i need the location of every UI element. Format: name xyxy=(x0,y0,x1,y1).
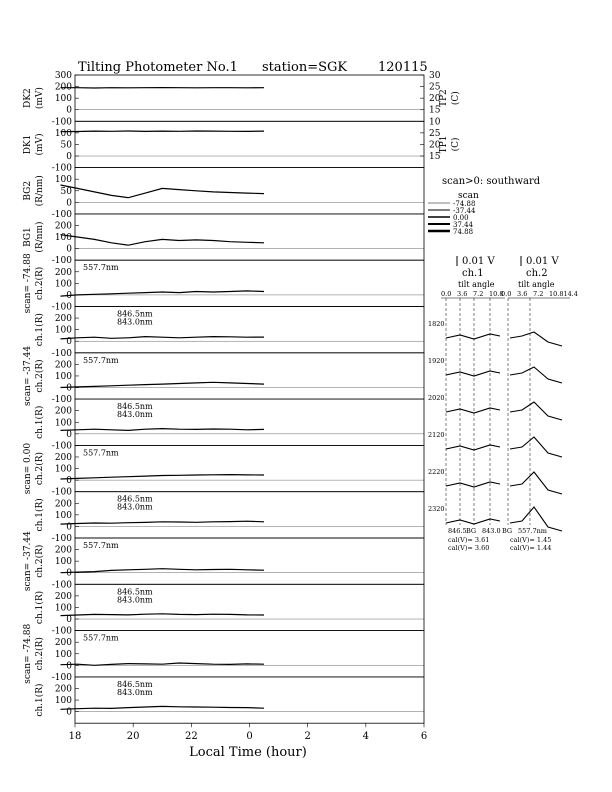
y-tick-label-scan1-ch2: 200 xyxy=(54,267,72,278)
series-line-scan3-ch2 xyxy=(61,475,265,479)
y-axis-label-scan1-ch1: ch.1(R) xyxy=(35,313,45,347)
y-tick-label-dk1: 50 xyxy=(60,140,72,151)
right-axis-label-dk1: TP1 xyxy=(439,135,449,154)
x-tick-label: 22 xyxy=(184,731,198,743)
right-tick-label-dk2: 20 xyxy=(429,94,441,105)
y-axis-label-scan4-ch2: ch.2(R) xyxy=(35,544,45,578)
right-tick-label-dk2: 25 xyxy=(429,82,441,93)
series-label-scan2-ch1: 843.0nm xyxy=(117,410,153,420)
y-tick-label-scan1-ch2: 0 xyxy=(66,290,72,301)
y-tick-label-bg2: 50 xyxy=(60,186,72,197)
ch1-tilt-tick-2: 7.2 xyxy=(473,290,484,298)
y-tick-label-bg1: 200 xyxy=(54,221,72,232)
y-tick-label-bg2: 100 xyxy=(54,175,72,186)
y-tick-label-bg2: -100 xyxy=(51,163,72,174)
y-axis-label-dk2: DK2 xyxy=(23,88,33,108)
inset-bottom-label-3: BG xyxy=(502,527,513,535)
ch1-profile-0 xyxy=(446,334,500,339)
y-axis-label-scan3-ch2: scan= 0.00 xyxy=(23,442,33,495)
y-tick-label-dk2: 0 xyxy=(66,105,72,116)
ch2-profile-1 xyxy=(510,367,562,383)
y-tick-label-dk2: 100 xyxy=(54,94,72,105)
panel-frame-scan1-ch2 xyxy=(75,260,424,306)
y-tick-label-scan5-ch2: -100 xyxy=(51,626,72,637)
ch2-cal-1: cal(V)= 1.44 xyxy=(510,544,552,552)
ch1-profile-4 xyxy=(446,482,500,487)
ch1-tilt-label: tilt angle xyxy=(458,280,495,289)
y-axis-label-scan2-ch2: scan= -37.44 xyxy=(23,345,33,406)
y-tick-label-scan3-ch1: 200 xyxy=(54,499,72,510)
chart-title: Tilting Photometer No.1 xyxy=(78,60,238,75)
y-axis-label-scan5-ch2: scan= -74.88 xyxy=(23,623,33,684)
y-tick-label-scan2-ch1: 100 xyxy=(54,418,72,429)
y-tick-label-scan5-ch2: 200 xyxy=(54,638,72,649)
ch2-tilt-tick-3: 10.814.4 xyxy=(549,290,578,298)
series-line-scan2-ch2 xyxy=(61,382,265,387)
panel-frame-scan4-ch2 xyxy=(75,538,424,584)
y-tick-label-scan2-ch2: 200 xyxy=(54,360,72,371)
y-axis-label-bg1: (R/nm) xyxy=(35,221,45,253)
y-tick-label-scan4-ch2: 0 xyxy=(66,568,72,579)
right-tick-label-dk2: 15 xyxy=(429,105,441,116)
series-label-scan1-ch2: 557.7nm xyxy=(83,263,119,273)
y-tick-label-scan5-ch1: 200 xyxy=(54,684,72,695)
ch2-tilt-label: tilt angle xyxy=(518,280,555,289)
y-tick-label-scan2-ch1: 200 xyxy=(54,406,72,417)
series-label-scan2-ch1: 846.5nm xyxy=(117,402,153,412)
inset-time-4: 2220 xyxy=(428,468,445,476)
y-tick-label-scan4-ch1: 100 xyxy=(54,603,72,614)
series-label-scan4-ch2: 557.7nm xyxy=(83,541,119,550)
y-tick-label-scan4-ch2: 200 xyxy=(54,545,72,556)
y-tick-label-scan3-ch2: 100 xyxy=(54,464,72,475)
series-label-scan1-ch1: 846.5nm xyxy=(117,309,153,319)
right-tick-label-dk1: 15 xyxy=(429,152,441,163)
y-tick-label-bg1: -100 xyxy=(51,209,72,220)
inset-time-0: 1820 xyxy=(428,320,445,328)
series-label-scan2-ch2: 557.7nm xyxy=(83,355,119,365)
legend-entry-2: 0.00 xyxy=(453,214,469,222)
y-tick-label-scan5-ch2: 100 xyxy=(54,649,72,660)
y-tick-label-scan4-ch2: -100 xyxy=(51,534,72,544)
y-tick-label-scan1-ch1: 0 xyxy=(66,337,72,348)
series-label-scan5-ch2: 557.7nm xyxy=(83,633,119,643)
y-tick-label-dk1: 100 xyxy=(54,128,72,139)
y-tick-label-scan1-ch2: 100 xyxy=(54,279,72,290)
y-tick-label-scan1-ch1: 100 xyxy=(54,325,72,336)
y-axis-label-dk1: DK1 xyxy=(23,134,33,155)
series-label-scan3-ch1: 846.5nm xyxy=(117,494,153,504)
series-label-scan3-ch2: 557.7nm xyxy=(83,448,119,458)
y-tick-label-scan5-ch1: 0 xyxy=(66,707,72,718)
series-label-scan3-ch1: 843.0nm xyxy=(117,502,153,512)
y-tick-label-scan1-ch2: -100 xyxy=(51,256,72,267)
y-tick-label-dk1: 0 xyxy=(66,152,72,163)
y-tick-label-scan4-ch1: 200 xyxy=(54,591,72,602)
y-tick-label-bg1: 0 xyxy=(66,244,72,255)
y-tick-label-bg2: 0 xyxy=(66,198,72,209)
panel-frame-bg2 xyxy=(75,168,424,214)
right-tick-label-dk2: 30 xyxy=(429,71,441,81)
y-axis-label-scan5-ch1: ch.1(R) xyxy=(35,683,45,717)
y-tick-label-bg1: 100 xyxy=(54,233,72,244)
series-line-scan1-ch1 xyxy=(61,337,265,339)
series-label-scan5-ch1: 843.0nm xyxy=(117,687,153,697)
ch2-profile-3 xyxy=(510,437,562,457)
ch1-profile-2 xyxy=(446,408,500,413)
series-label-scan1-ch1: 843.0nm xyxy=(117,317,153,327)
y-axis-label-scan3-ch2: ch.2(R) xyxy=(35,451,45,486)
y-tick-label-scan3-ch2: 0 xyxy=(66,476,72,487)
series-line-scan1-ch2 xyxy=(61,291,265,296)
series-line-scan5-ch2 xyxy=(61,663,265,665)
series-line-scan2-ch1 xyxy=(61,429,265,431)
y-tick-label-dk1: -100 xyxy=(51,117,72,128)
y-tick-label-scan5-ch1: -100 xyxy=(51,672,72,683)
legend-entry-4: 74.88 xyxy=(453,228,474,236)
legend-entry-1: -37.44 xyxy=(453,207,476,215)
series-line-bg1 xyxy=(61,235,265,246)
y-tick-label-scan2-ch2: 0 xyxy=(66,383,72,394)
y-tick-label-scan5-ch2: 0 xyxy=(66,661,72,672)
y-axis-label-scan4-ch1: ch.1(R) xyxy=(35,590,45,625)
y-tick-label-scan2-ch1: 0 xyxy=(66,429,72,440)
y-axis-label-dk1: (mV) xyxy=(35,133,45,156)
panel-frame-scan5-ch2 xyxy=(75,631,424,677)
inset-bottom-label-4: 557.7nm xyxy=(518,527,547,535)
ch2-profile-0 xyxy=(510,332,562,346)
ch1-profile-1 xyxy=(446,371,500,376)
y-tick-label-scan2-ch2: -100 xyxy=(51,348,72,359)
y-tick-label-scan3-ch1: -100 xyxy=(51,487,72,498)
y-tick-label-scan3-ch1: 100 xyxy=(54,510,72,521)
series-line-scan3-ch1 xyxy=(61,521,265,524)
ch2-profile-4 xyxy=(510,472,562,494)
ch1-cal-0: cal(V)= 3.61 xyxy=(448,536,490,544)
ch1-profile-5 xyxy=(446,519,500,524)
y-axis-label-scan2-ch2: ch.2(R) xyxy=(35,359,45,393)
right-tick-label-dk1: 20 xyxy=(429,140,441,151)
panel-frame-scan2-ch2 xyxy=(75,353,424,399)
series-line-scan4-ch1 xyxy=(61,614,265,616)
inset-time-1: 1920 xyxy=(428,357,445,365)
y-tick-label-scan2-ch2: 100 xyxy=(54,371,72,382)
ch2-tilt-tick-0: 0.0 xyxy=(501,290,512,298)
series-line-scan5-ch1 xyxy=(61,706,265,709)
ch1-tilt-tick-3: 10.8 xyxy=(489,290,504,298)
legend-entry-3: 37.44 xyxy=(453,221,474,229)
x-tick-label: 2 xyxy=(304,731,311,743)
x-axis-label: Local Time (hour) xyxy=(189,745,307,760)
ch2-scale-label: 0.01 V xyxy=(526,256,559,267)
right-axis-label-dk2: TP2 xyxy=(439,89,449,108)
inset-time-2: 2020 xyxy=(428,394,445,402)
right-tick-label-dk1: 25 xyxy=(429,128,441,139)
y-tick-label-scan3-ch1: 0 xyxy=(66,522,72,533)
legend-header: scan xyxy=(458,191,479,201)
y-tick-label-scan4-ch1: 0 xyxy=(66,615,72,626)
series-label-scan4-ch1: 843.0nm xyxy=(117,595,153,605)
series-line-scan4-ch2 xyxy=(61,569,265,573)
ch2-cal-0: cal(V)= 1.45 xyxy=(510,536,552,544)
right-axis-label-dk1: (C) xyxy=(451,137,461,152)
y-axis-label-bg1: BG1 xyxy=(23,227,33,247)
ch2-tilt-tick-2: 7.2 xyxy=(533,290,544,298)
right-axis-label-dk2: (C) xyxy=(451,91,461,106)
ch1-tilt-tick-1: 3.6 xyxy=(457,290,468,298)
x-tick-label: 0 xyxy=(246,731,253,743)
series-line-bg2 xyxy=(61,185,265,198)
y-axis-label-scan2-ch1: ch.1(R) xyxy=(35,405,45,439)
y-axis-label-bg2: (R/nm) xyxy=(35,175,45,207)
inset-bottom-label-2: 843.0 xyxy=(482,527,501,535)
y-tick-label-scan3-ch2: 200 xyxy=(54,452,72,463)
x-tick-label: 18 xyxy=(68,731,82,743)
y-tick-label-scan4-ch2: 100 xyxy=(54,557,72,568)
inset-time-5: 2320 xyxy=(428,505,445,513)
panel-frame-dk1 xyxy=(75,121,424,167)
y-tick-label-scan3-ch2: -100 xyxy=(51,441,72,452)
ch1-profile-3 xyxy=(446,445,500,450)
series-label-scan4-ch1: 846.5nm xyxy=(117,587,153,597)
y-tick-label-scan5-ch1: 100 xyxy=(54,696,72,707)
inset-bottom-label-0: 846.5 xyxy=(448,527,467,535)
y-axis-label-scan3-ch1: ch.1(R) xyxy=(35,498,45,532)
series-label-scan5-ch1: 846.5nm xyxy=(117,679,153,689)
y-tick-label-scan4-ch1: -100 xyxy=(51,580,72,591)
x-tick-label: 6 xyxy=(420,731,428,743)
legend-title: scan>0: southward xyxy=(442,176,541,187)
y-axis-label-bg2: BG2 xyxy=(23,180,33,201)
y-axis-label-scan5-ch2: ch.2(R) xyxy=(35,637,45,671)
ch1-tilt-tick-0: 0.0 xyxy=(441,290,452,298)
inset-bottom-label-1: BG xyxy=(466,527,477,535)
station-label: station=SGK xyxy=(262,60,348,75)
ch1-cal-1: cal(V)= 3.60 xyxy=(448,544,490,552)
ch1-label: ch.1 xyxy=(462,268,484,279)
ch2-profile-2 xyxy=(510,402,562,420)
panel-frame-bg1 xyxy=(75,214,424,260)
ch1-scale-label: 0.01 V xyxy=(462,256,495,267)
y-tick-label-dk2: 300 xyxy=(54,71,72,81)
panel-frame-scan3-ch2 xyxy=(75,445,424,491)
y-axis-label-dk2: (mV) xyxy=(35,87,45,110)
right-tick-label-dk1: 10 xyxy=(429,117,441,128)
y-axis-label-scan1-ch2: scan= -74.88 xyxy=(23,253,33,314)
y-tick-label-scan1-ch1: 200 xyxy=(54,314,72,325)
legend-entry-0: -74.88 xyxy=(453,200,476,208)
inset-time-3: 2120 xyxy=(428,431,445,439)
y-tick-label-dk2: 200 xyxy=(54,82,72,93)
ch2-label: ch.2 xyxy=(526,268,548,279)
x-tick-label: 20 xyxy=(126,731,140,743)
ch2-tilt-tick-1: 3.6 xyxy=(517,290,528,298)
y-axis-label-scan1-ch2: ch.2(R) xyxy=(35,266,45,300)
x-tick-label: 4 xyxy=(362,731,370,743)
y-axis-label-scan4-ch2: scan= -37.44 xyxy=(23,531,33,592)
panel-frame-dk2 xyxy=(75,75,424,121)
y-tick-label-scan2-ch1: -100 xyxy=(51,395,72,406)
date-label: 120115 xyxy=(378,60,428,75)
y-tick-label-scan1-ch1: -100 xyxy=(51,302,72,313)
series-line-dk1 xyxy=(61,131,265,132)
